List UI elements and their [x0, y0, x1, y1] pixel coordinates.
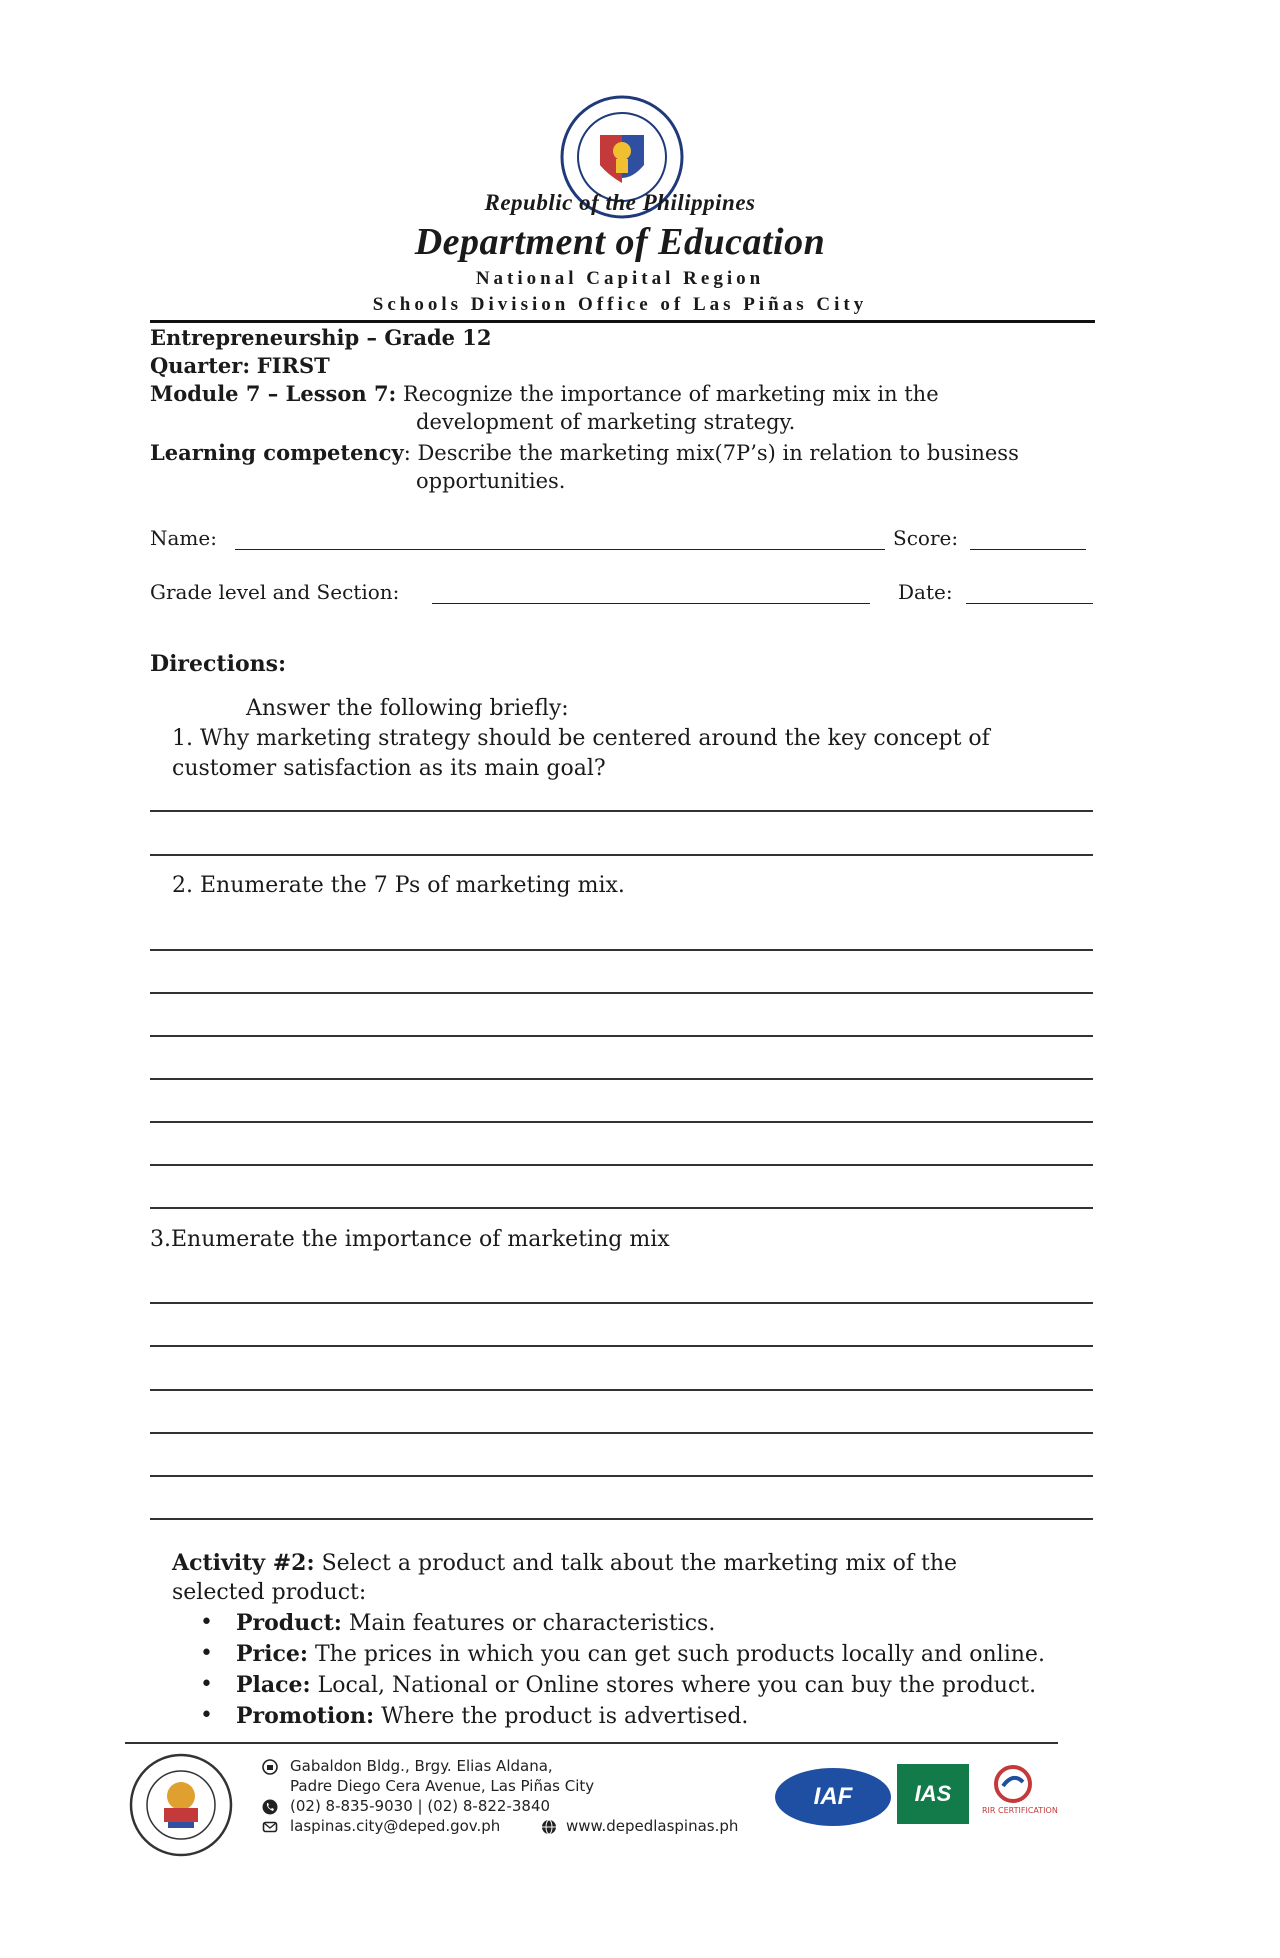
grade-section-label: Grade level and Section:: [150, 580, 400, 604]
sdo-las-pinas-seal-logo: [128, 1752, 234, 1858]
footer-address-line-2: Padre Diego Cera Avenue, Las Piñas City: [290, 1777, 595, 1795]
name-field[interactable]: [235, 549, 885, 550]
email-icon: [262, 1819, 278, 1835]
answer-line[interactable]: [150, 854, 1093, 856]
list-item-desc: Main features or characteristics.: [341, 1611, 716, 1636]
directions-title: Directions:: [150, 651, 287, 677]
competency-label: Learning competency: [150, 440, 404, 465]
answer-line[interactable]: [150, 1432, 1093, 1434]
answer-line[interactable]: [150, 1518, 1093, 1520]
module-text-cont: development of marketing strategy.: [416, 410, 796, 434]
footer-website[interactable]: www.depedlaspinas.ph: [566, 1817, 739, 1835]
rir-certification-label: RIR CERTIFICATION: [982, 1806, 1058, 1815]
grade-section-field[interactable]: [432, 603, 870, 604]
answer-line[interactable]: [150, 949, 1093, 951]
score-field[interactable]: [970, 549, 1086, 550]
marketing-mix-list: [172, 1608, 1172, 1732]
competency-text: : Describe the marketing mix(7P’s) in relation to business: [403, 441, 1019, 465]
answer-line[interactable]: [150, 1207, 1093, 1209]
footer-address-line-1: Gabaldon Bldg., Brgy. Elias Aldana,: [290, 1757, 553, 1775]
activity-text: Select a product and talk about the marketing mix of the: [314, 1551, 958, 1576]
bullet-icon: •: [200, 1610, 213, 1635]
score-label: Score:: [893, 526, 959, 550]
answer-line[interactable]: [150, 1389, 1093, 1391]
division-heading: Schools Division Office of Las Piñas City: [372, 294, 868, 315]
list-item: [172, 1608, 1172, 1639]
activity-label: Activity #2:: [172, 1550, 315, 1576]
name-label: Name:: [150, 526, 217, 550]
answer-line[interactable]: [150, 1035, 1093, 1037]
quarter-value: FIRST: [256, 353, 330, 378]
question-1: 1. Why marketing strategy should be centered around the key concept of: [172, 726, 990, 751]
list-item-term: Promotion:: [236, 1703, 375, 1729]
quarter-line: [150, 351, 330, 381]
question-1-cont: customer satisfaction as its main goal?: [172, 756, 606, 781]
ias-logo: IAS: [897, 1764, 969, 1824]
region-heading: National Capital Region: [475, 268, 765, 289]
answer-line[interactable]: [150, 1121, 1093, 1123]
activity-line: [172, 1548, 1172, 1579]
answer-line[interactable]: [150, 1345, 1093, 1347]
list-item-term: Place:: [236, 1672, 311, 1698]
department-heading: Department of Education: [414, 221, 826, 263]
module-label: Module 7 – Lesson 7:: [150, 381, 397, 406]
date-field[interactable]: [966, 603, 1093, 604]
rir-certification-logo: [993, 1764, 1033, 1804]
quarter-label: Quarter:: [150, 353, 251, 378]
iaf-logo: IAF: [775, 1768, 891, 1826]
building-icon: [262, 1759, 278, 1775]
footer-email[interactable]: laspinas.city@deped.gov.ph: [290, 1817, 501, 1835]
answer-line[interactable]: [150, 1078, 1093, 1080]
competency-line: [150, 438, 1150, 468]
bullet-icon: •: [200, 1641, 213, 1666]
subject-line: Entrepreneurship – Grade 12: [150, 325, 492, 350]
globe-icon: [541, 1819, 557, 1835]
list-item-desc: The prices in which you can get such products locally and online.: [308, 1642, 1045, 1667]
competency-text-cont: opportunities.: [416, 469, 566, 493]
answer-line[interactable]: [150, 1475, 1093, 1477]
answer-line[interactable]: [150, 810, 1093, 812]
footer-phone: (02) 8-835-9030 | (02) 8-822-3840: [290, 1797, 551, 1815]
bullet-icon: •: [200, 1703, 213, 1728]
list-item-desc: Local, National or Online stores where you can buy the product.: [310, 1673, 1037, 1698]
footer-divider: [125, 1742, 1058, 1744]
phone-icon: [262, 1799, 278, 1815]
question-2: 2. Enumerate the 7 Ps of marketing mix.: [172, 873, 625, 898]
list-item: [172, 1701, 1172, 1732]
date-label: Date:: [898, 580, 953, 604]
list-item-term: Product:: [236, 1610, 342, 1636]
module-text: Recognize the importance of marketing mix in the: [403, 382, 939, 406]
bullet-icon: •: [200, 1672, 213, 1697]
activity-text-cont: selected product:: [172, 1580, 367, 1605]
republic-heading: Republic of the Philippines: [484, 190, 756, 215]
directions-intro: Answer the following briefly:: [246, 696, 569, 721]
list-item: [172, 1639, 1172, 1670]
question-3: 3.Enumerate the importance of marketing mix: [150, 1227, 670, 1252]
list-item: [172, 1670, 1172, 1701]
answer-line[interactable]: [150, 1302, 1093, 1304]
answer-line[interactable]: [150, 1164, 1093, 1166]
list-item-desc: Where the product is advertised.: [374, 1704, 749, 1729]
module-line: [150, 379, 1130, 409]
answer-line[interactable]: [150, 992, 1093, 994]
list-item-term: Price:: [236, 1641, 309, 1667]
